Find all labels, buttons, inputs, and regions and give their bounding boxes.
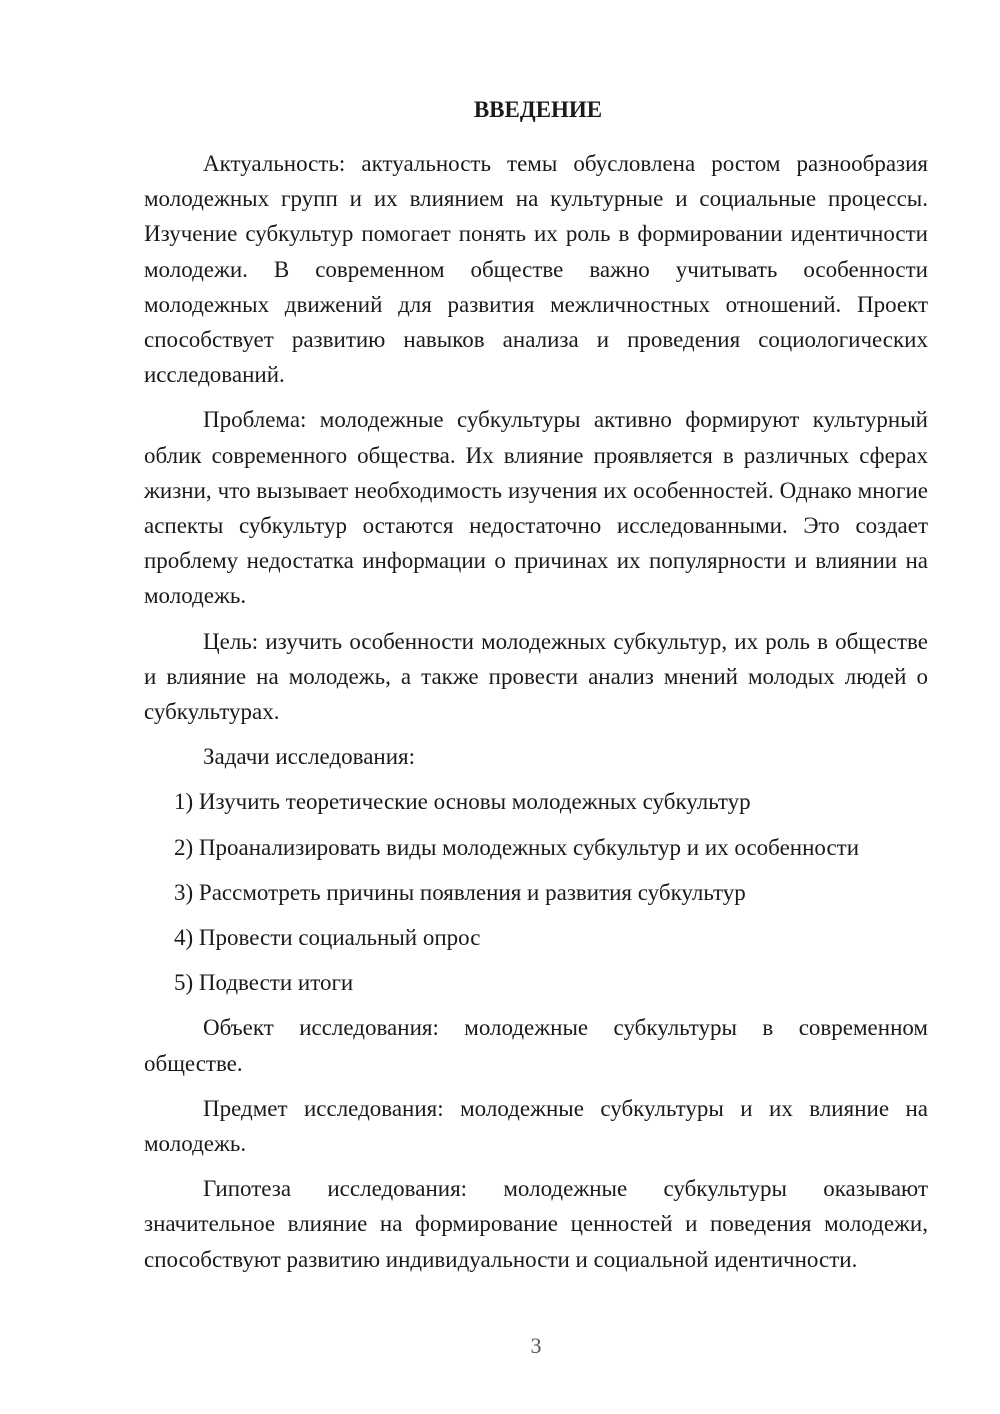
goal-paragraph: Цель: изучить особенности молодежных субкультур, их роль в обществе и влияние на молодежь, а также провести анализ мнений молодых людей о субкультурах. <box>144 628 928 725</box>
list-item: 1) Изучить теоретические основы молодежных субкультур <box>174 789 751 815</box>
object-paragraph: Объект исследования: молодежные субкультуры в современном обществе. <box>144 1015 928 1076</box>
tasks-list <box>144 784 928 1000</box>
list-item: 5) Подвести итоги <box>174 970 354 996</box>
problem-paragraph: Проблема: молодежные субкультуры активно формируют культурный облик современного общества. Их влияние проявляется в различных сферах жизни, что вызывает необходимость изучения их особенностей. Однако многие аспекты субкультур остаются недостаточно исследованными. Это создает проблему недостатка информации о причинах их популярности и влиянии на молодежь. <box>144 407 928 609</box>
tasks-heading: Задачи исследования: <box>203 744 416 770</box>
hypothesis-paragraph: Гипотеза исследования: молодежные субкультуры оказывают значительное влияние на формирование ценностей и поведения молодежи, способствуют развитию индивидуальности и социальной идентичности. <box>144 1176 928 1272</box>
document-page <box>144 92 928 1287</box>
list-item: 2) Проанализировать виды молодежных субкультур и их особенности <box>174 834 860 860</box>
list-item: 4) Провести социальный опрос <box>174 925 481 951</box>
page-title: ВВЕДЕНИЕ <box>473 97 603 122</box>
subject-paragraph: Предмет исследования: молодежные субкультуры и их влияние на молодежь. <box>144 1095 928 1157</box>
relevance-paragraph: Актуальность: актуальность темы обусловлена ростом разнообразия молодежных групп и их влиянием на культурные и социальные процессы. Изучение субкультур помогает понять их роль в формировании идентичности молодежи. В современном обществе важно учитывать особенности молодежных движений для развития межличностных отношений. Проект способствует развитию навыков анализа и проведения социологических исследований. <box>144 151 928 388</box>
page-number: 3 <box>530 1333 542 1358</box>
list-item: 3) Рассмотреть причины появления и развития субкультур <box>174 879 746 905</box>
